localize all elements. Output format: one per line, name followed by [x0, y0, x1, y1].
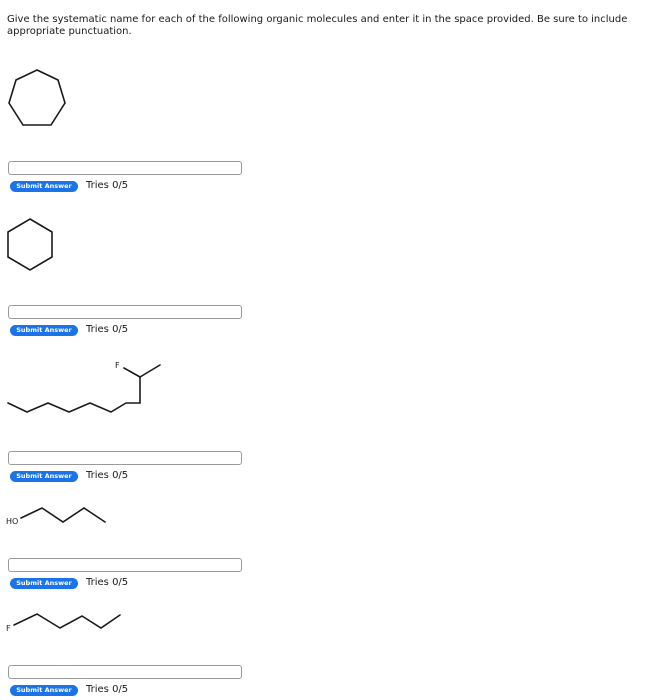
cyclohexane-ring: [8, 219, 52, 270]
carbon-chain-bonds: [21, 508, 105, 522]
molecule-3-drawing: [0, 355, 170, 420]
answer-input-3[interactable]: [8, 451, 242, 465]
submit-answer-button-2[interactable]: Submit Answer: [10, 325, 78, 336]
molecule-4-drawing: [0, 498, 120, 533]
molecule-4-structure: [0, 498, 120, 533]
submit-answer-button-5[interactable]: Submit Answer: [10, 685, 78, 696]
tries-counter-3: Tries 0/5: [86, 470, 129, 481]
methyl-branch-bond: [140, 365, 160, 377]
cycloheptane-ring: [9, 70, 65, 125]
answer-input-2[interactable]: [8, 305, 242, 319]
submit-answer-button-3[interactable]: Submit Answer: [10, 471, 78, 482]
carbon-chain-bonds: [14, 614, 120, 628]
submit-row-5: [10, 684, 128, 696]
molecule-3-structure: [0, 355, 170, 420]
submit-row-1: [10, 180, 128, 192]
submit-row-2: [10, 324, 128, 336]
molecule-1-structure: [0, 60, 80, 135]
submit-answer-button-4[interactable]: Submit Answer: [10, 578, 78, 589]
hydroxyl-atom-label: HO: [6, 517, 19, 526]
molecule-5-drawing: [0, 605, 130, 640]
submit-row-3: [10, 470, 128, 482]
molecule-1-drawing: [0, 60, 80, 135]
fluorine-bond: [124, 368, 140, 377]
main-chain-bonds: [8, 377, 140, 412]
fluorine-atom-label: F: [115, 361, 120, 370]
tries-counter-4: Tries 0/5: [86, 577, 129, 588]
answer-input-5[interactable]: [8, 665, 242, 679]
tries-counter-5: Tries 0/5: [86, 684, 129, 695]
submit-answer-button-1[interactable]: Submit Answer: [10, 181, 78, 192]
tries-counter-2: Tries 0/5: [86, 324, 129, 335]
answer-input-1[interactable]: [8, 161, 242, 175]
molecule-2-drawing: [0, 212, 60, 274]
instructions-text: Give the systematic name for each of the following organic molecules and enter it in the space provided. Be sure to include appropriate punctuation.: [7, 14, 628, 37]
submit-row-4: [10, 577, 128, 589]
tries-counter-1: Tries 0/5: [86, 180, 129, 191]
molecule-5-structure: [0, 605, 130, 640]
fluorine-atom-label: F: [6, 624, 11, 633]
molecule-2-structure: [0, 212, 60, 274]
answer-input-4[interactable]: [8, 558, 242, 572]
